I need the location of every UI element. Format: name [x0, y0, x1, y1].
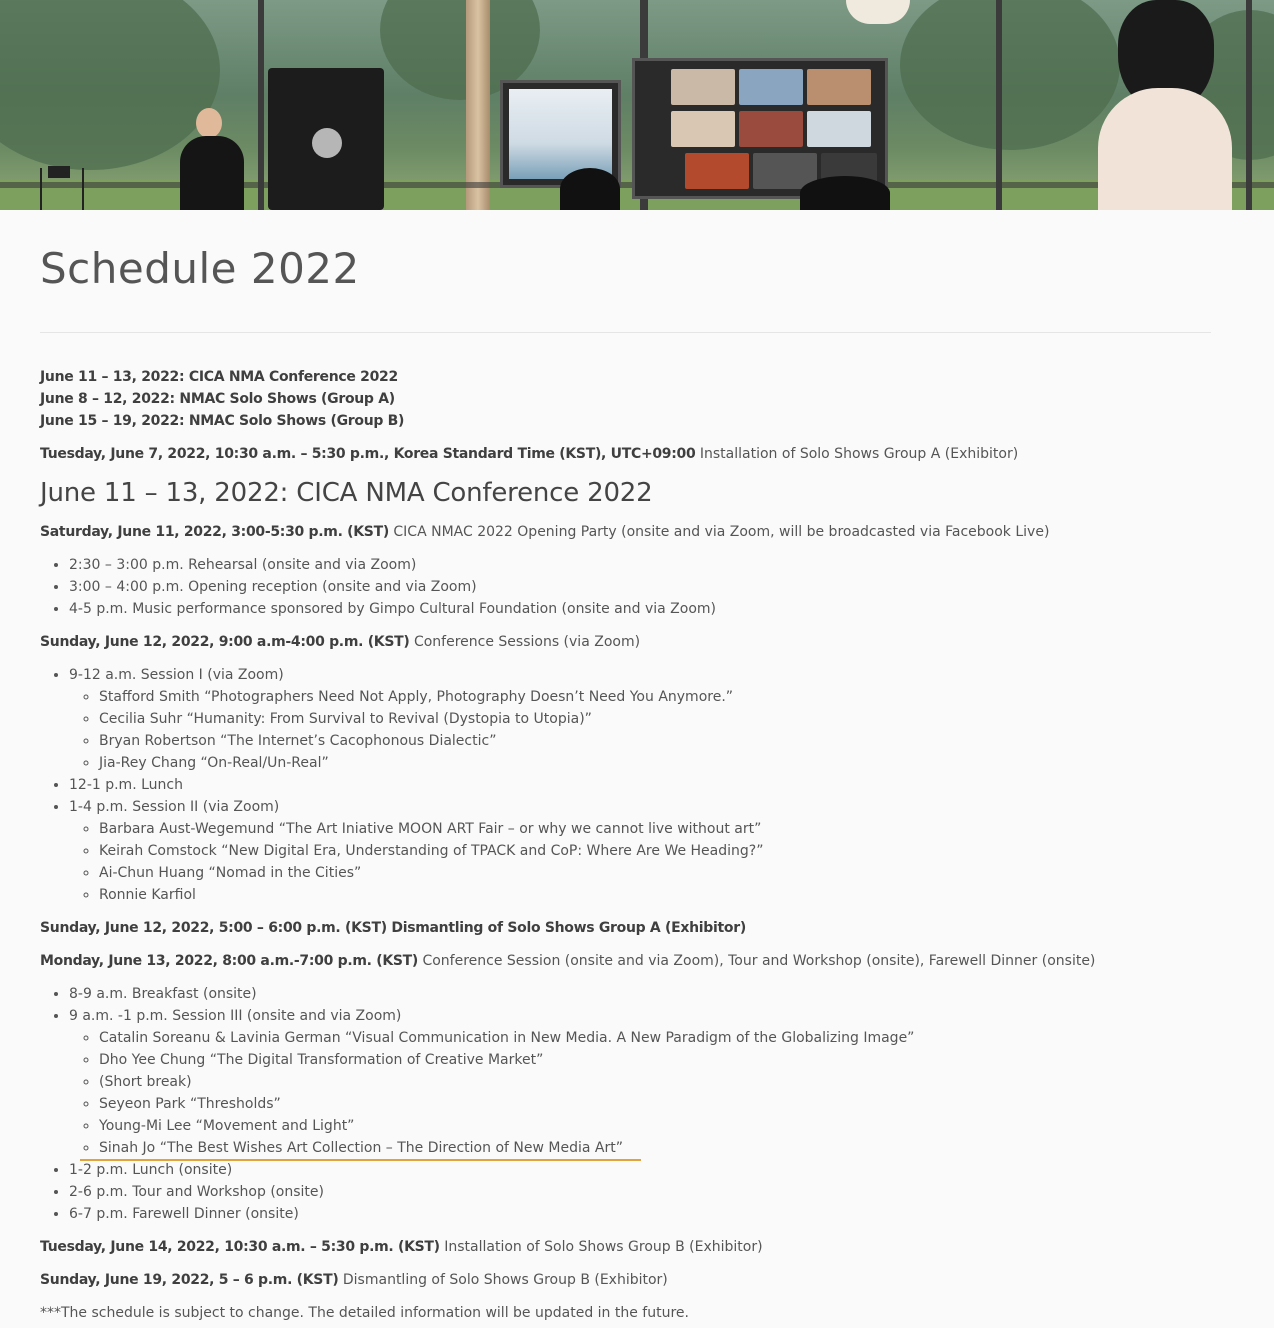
talk-item: ◦ Jia-Rey Chang “On-Real/Un-Real” — [99, 752, 1234, 774]
talk-item: ◦ Ronnie Karfiol — [99, 884, 1234, 906]
talk-item: ◦ Keirah Comstock “New Digital Era, Understanding of TPACK and CoP: Where Are We Heading?” — [99, 840, 1234, 862]
highlight-underline — [80, 1159, 641, 1161]
dismantle-group-a: Sunday, June 12, 2022, 5:00 – 6:00 p.m. (KST) Dismantling of Solo Shows Group A (Exhibitor) — [40, 920, 746, 936]
talk-item-highlighted[interactable]: ◦ Sinah Jo “The Best Wishes Art Collection – The Direction of New Media Art” — [99, 1137, 1234, 1159]
list-item: • 3:00 – 4:00 p.m. Opening reception (onsite and via Zoom) — [69, 576, 1234, 598]
list-item: • 2:30 – 3:00 p.m. Rehearsal (onsite and via Zoom) — [69, 554, 1234, 576]
conference-heading: June 11 – 13, 2022: CICA NMA Conference 2022 — [40, 478, 653, 508]
list-item: • 8-9 a.m. Breakfast (onsite) — [69, 983, 1234, 1005]
install-group-a: Tuesday, June 7, 2022, 10:30 a.m. – 5:30 p.m., Korea Standard Time (KST), UTC+09:00 Installation of Solo Shows Group A (Exhibitor) — [40, 446, 1019, 462]
talk-item: ◦ Stafford Smith “Photographers Need Not Apply, Photography Doesn’t Need You Anymore.” — [99, 686, 1234, 708]
talk-item: ◦ Barbara Aust-Wegemund “The Art Iniative MOON ART Fair – or why we cannot live without art” — [99, 818, 1234, 840]
talk-item: ◦ Dho Yee Chung “The Digital Transformation of Creative Market” — [99, 1049, 1234, 1071]
schedule-content — [0, 210, 1274, 1324]
list-item: • 6-7 p.m. Farewell Dinner (onsite) — [69, 1203, 1234, 1225]
dismantle-group-b: Sunday, June 19, 2022, 5 – 6 p.m. (KST) Dismantling of Solo Shows Group B (Exhibitor) — [40, 1272, 668, 1288]
list-item: • 1-4 p.m. Session II (via Zoom) ◦ Barbara Aust-Wegemund “The Art Iniative MOON ART Fair – or why we cannot live without art” ◦ Keirah Comstock “New Digital Era, Understanding of TPACK and CoP: Where Are We Heading?” ◦ Ai-Chun Huang “Nomad in the Cities” ◦ Ronnie Karfiol — [69, 796, 1234, 906]
sunday-list — [40, 664, 1234, 906]
footnote: ***The schedule is subject to change. The detailed information will be updated in the future. — [40, 1305, 689, 1321]
summary-dates — [40, 366, 1234, 432]
talk-item: ◦ Cecilia Suhr “Humanity: From Survival to Revival (Dystopia to Utopia)” — [99, 708, 1234, 730]
summary-conference: June 11 – 13, 2022: CICA NMA Conference 2022 — [40, 369, 398, 385]
monday-list — [40, 983, 1234, 1225]
list-item: • 9-12 a.m. Session I (via Zoom) ◦ Stafford Smith “Photographers Need Not Apply, Photography Doesn’t Need You Anymore.” ◦ Cecilia Suhr “Humanity: From Survival to Revival (Dystopia to Utopia)” ◦ Bryan Robertson “The Internet’s Cacophonous Dialectic” ◦ Jia-Rey Chang “On-Real/Un-Real” — [69, 664, 1234, 774]
divider — [40, 332, 1211, 333]
talk-item: ◦ (Short break) — [99, 1071, 1234, 1093]
talk-item: ◦ Bryan Robertson “The Internet’s Cacophonous Dialectic” — [99, 730, 1234, 752]
list-item: • 2-6 p.m. Tour and Workshop (onsite) — [69, 1181, 1234, 1203]
talk-item: ◦ Young-Mi Lee “Movement and Light” — [99, 1115, 1234, 1137]
summary-group-b: June 15 – 19, 2022: NMAC Solo Shows (Group B) — [40, 413, 405, 429]
summary-group-a: June 8 – 12, 2022: NMAC Solo Shows (Group A) — [40, 391, 395, 407]
list-item: • 12-1 p.m. Lunch — [69, 774, 1234, 796]
list-item: • 1-2 p.m. Lunch (onsite) — [69, 1159, 1234, 1181]
saturday-heading: Saturday, June 11, 2022, 3:00-5:30 p.m. (KST) CICA NMAC 2022 Opening Party (onsite and via Zoom, will be broadcasted via Facebook Live) — [40, 524, 1050, 540]
session-1-talks — [69, 686, 1234, 774]
saturday-list — [40, 554, 1234, 620]
sunday-heading: Sunday, June 12, 2022, 9:00 a.m-4:00 p.m. (KST) Conference Sessions (via Zoom) — [40, 634, 641, 650]
talk-item: ◦ Catalin Soreanu & Lavinia German “Visual Communication in New Media. A New Paradigm of the Globalizing Image” — [99, 1027, 1234, 1049]
page-title: Schedule 2022 — [40, 244, 360, 293]
list-item: • 4-5 p.m. Music performance sponsored by Gimpo Cultural Foundation (onsite and via Zoom) — [69, 598, 1234, 620]
monday-heading: Monday, June 13, 2022, 8:00 a.m.-7:00 p.m. (KST) Conference Session (onsite and via Zoom), Tour and Workshop (onsite), Farewell Dinner (onsite) — [40, 953, 1096, 969]
list-item: • 9 a.m. -1 p.m. Session III (onsite and via Zoom) ◦ Catalin Soreanu & Lavinia German “Visual Communication in New Media. A New Paradigm of the Globalizing Image” ◦ Dho Yee Chung “The Digital Transformation of Creative Market” ◦ (Short break) ◦ Seyeon Park “Thresholds” ◦ Young-Mi Lee “Movement and Light” ◦ Sinah Jo “The Best Wishes Art Collection – The Direction of New Media Art” — [69, 1005, 1234, 1159]
session-2-talks — [69, 818, 1234, 906]
talk-item: ◦ Ai-Chun Huang “Nomad in the Cities” — [99, 862, 1234, 884]
talk-item: ◦ Seyeon Park “Thresholds” — [99, 1093, 1234, 1115]
install-group-b: Tuesday, June 14, 2022, 10:30 a.m. – 5:30 p.m. (KST) Installation of Solo Shows Group B (Exhibitor) — [40, 1239, 763, 1255]
session-3-talks — [69, 1027, 1234, 1159]
hero-photo — [0, 0, 1274, 210]
